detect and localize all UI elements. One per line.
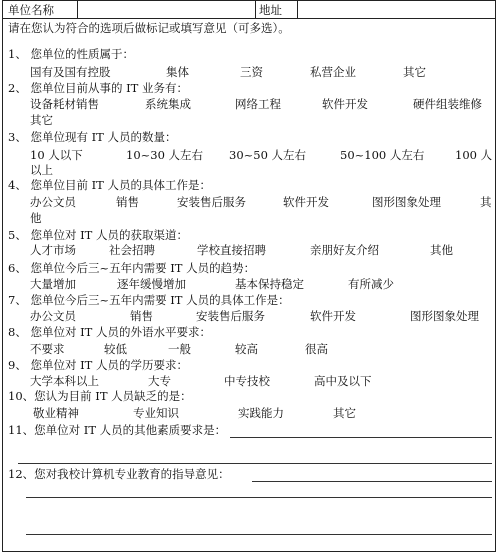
option[interactable]: 三资 xyxy=(240,65,263,79)
option[interactable]: 大量增加 xyxy=(30,277,76,291)
question-9: 9、 您单位对 IT 人员的学历要求： xyxy=(8,358,188,372)
option[interactable]: 安装售后服务 xyxy=(177,195,246,209)
option[interactable]: 其它 xyxy=(30,113,53,127)
question-1: 1、 您单位的性质属于： xyxy=(8,47,134,61)
question-7: 7、 您单位今后三~五年内需要 IT 人员的具体工作是： xyxy=(8,293,290,307)
option[interactable]: 办公文员 xyxy=(30,195,76,209)
option[interactable]: 软件开发 xyxy=(322,97,368,111)
option[interactable]: 软件开发 xyxy=(283,195,329,209)
option[interactable]: 较高 xyxy=(235,342,258,356)
option[interactable]: 50~100 人左右 xyxy=(340,148,425,162)
option[interactable]: 很高 xyxy=(305,342,328,356)
option[interactable]: 30~50 人左右 xyxy=(229,148,307,162)
option[interactable]: 办公文员 xyxy=(30,309,76,323)
option[interactable]: 基本保持稳定 xyxy=(235,277,304,291)
answer-line[interactable] xyxy=(252,481,492,482)
option[interactable]: 不要求 xyxy=(30,342,65,356)
option[interactable]: 以上 xyxy=(30,163,53,177)
option[interactable]: 逐年缓慢增加 xyxy=(117,277,186,291)
option[interactable]: 销售 xyxy=(116,195,139,209)
question-4: 4、 您单位目前 IT 人员的具体工作是： xyxy=(8,178,211,192)
answer-line[interactable] xyxy=(26,534,492,535)
question-2: 2、 您单位目前从事的 IT 业务有： xyxy=(8,81,188,95)
address-label: 地址 xyxy=(259,3,282,17)
header-row xyxy=(3,1,495,19)
option[interactable]: 较低 xyxy=(104,342,127,356)
option[interactable]: 100 人 xyxy=(455,148,493,162)
option[interactable]: 10~30 人左右 xyxy=(126,148,204,162)
question-5: 5、 您单位对 IT 人员的获取渠道： xyxy=(8,228,188,242)
question-3: 3、 您单位现有 IT 人员的数量： xyxy=(8,130,177,144)
question-11: 11、您单位对 IT 人员的其他素质要求是： xyxy=(8,423,227,437)
option[interactable]: 他 xyxy=(30,211,42,225)
question-8: 8、 您单位对 IT 人员的外语水平要求： xyxy=(8,325,211,339)
option[interactable]: 社会招聘 xyxy=(109,243,155,257)
header-divider xyxy=(255,1,256,18)
option[interactable]: 安装售后服务 xyxy=(196,309,265,323)
option[interactable]: 图形图象处理 xyxy=(410,309,479,323)
option[interactable]: 其 xyxy=(480,195,492,209)
question-10: 10、您认为目前 IT 人员缺乏的是： xyxy=(8,389,192,403)
option[interactable]: 其他 xyxy=(430,243,453,257)
option[interactable]: 私营企业 xyxy=(310,65,356,79)
answer-line[interactable] xyxy=(18,463,492,464)
option[interactable]: 大专 xyxy=(148,374,171,388)
option[interactable]: 中专技校 xyxy=(224,374,270,388)
option[interactable]: 高中及以下 xyxy=(314,374,372,388)
unit-name-label: 单位名称 xyxy=(8,3,54,17)
option[interactable]: 销售 xyxy=(130,309,153,323)
answer-line[interactable] xyxy=(230,437,492,438)
question-12: 12、您对我校计算机专业教育的指导意见： xyxy=(8,467,230,481)
option[interactable]: 系统集成 xyxy=(145,97,191,111)
option[interactable]: 图形图象处理 xyxy=(372,195,441,209)
question-6: 6、 您单位今后三~五年内需要 IT 人员的趋势： xyxy=(8,261,256,275)
option[interactable]: 软件开发 xyxy=(310,309,356,323)
header-divider xyxy=(297,1,298,18)
option[interactable]: 亲朋好友介绍 xyxy=(310,243,379,257)
option[interactable]: 有所减少 xyxy=(348,277,394,291)
option[interactable]: 专业知识 xyxy=(133,406,179,420)
option[interactable]: 一般 xyxy=(168,342,191,356)
option[interactable]: 设备耗材销售 xyxy=(30,97,99,111)
answer-line[interactable] xyxy=(26,497,492,498)
option[interactable]: 硬件组装维修 xyxy=(413,97,482,111)
instruction-text: 请在您认为符合的选项后做标记或填写意见（可多选）。 xyxy=(8,21,290,35)
option[interactable]: 国有及国有控股 xyxy=(30,65,111,79)
header-divider xyxy=(77,1,78,18)
option[interactable]: 10 人以下 xyxy=(30,148,83,162)
option[interactable]: 其它 xyxy=(403,65,426,79)
option[interactable]: 实践能力 xyxy=(238,406,284,420)
option[interactable]: 集体 xyxy=(166,65,189,79)
option[interactable]: 网络工程 xyxy=(235,97,281,111)
option[interactable]: 学校直接招聘 xyxy=(197,243,266,257)
option[interactable]: 大学本科以上 xyxy=(30,374,99,388)
option[interactable]: 人才市场 xyxy=(30,243,76,257)
option[interactable]: 其它 xyxy=(333,406,356,420)
option[interactable]: 敬业精神 xyxy=(33,406,79,420)
